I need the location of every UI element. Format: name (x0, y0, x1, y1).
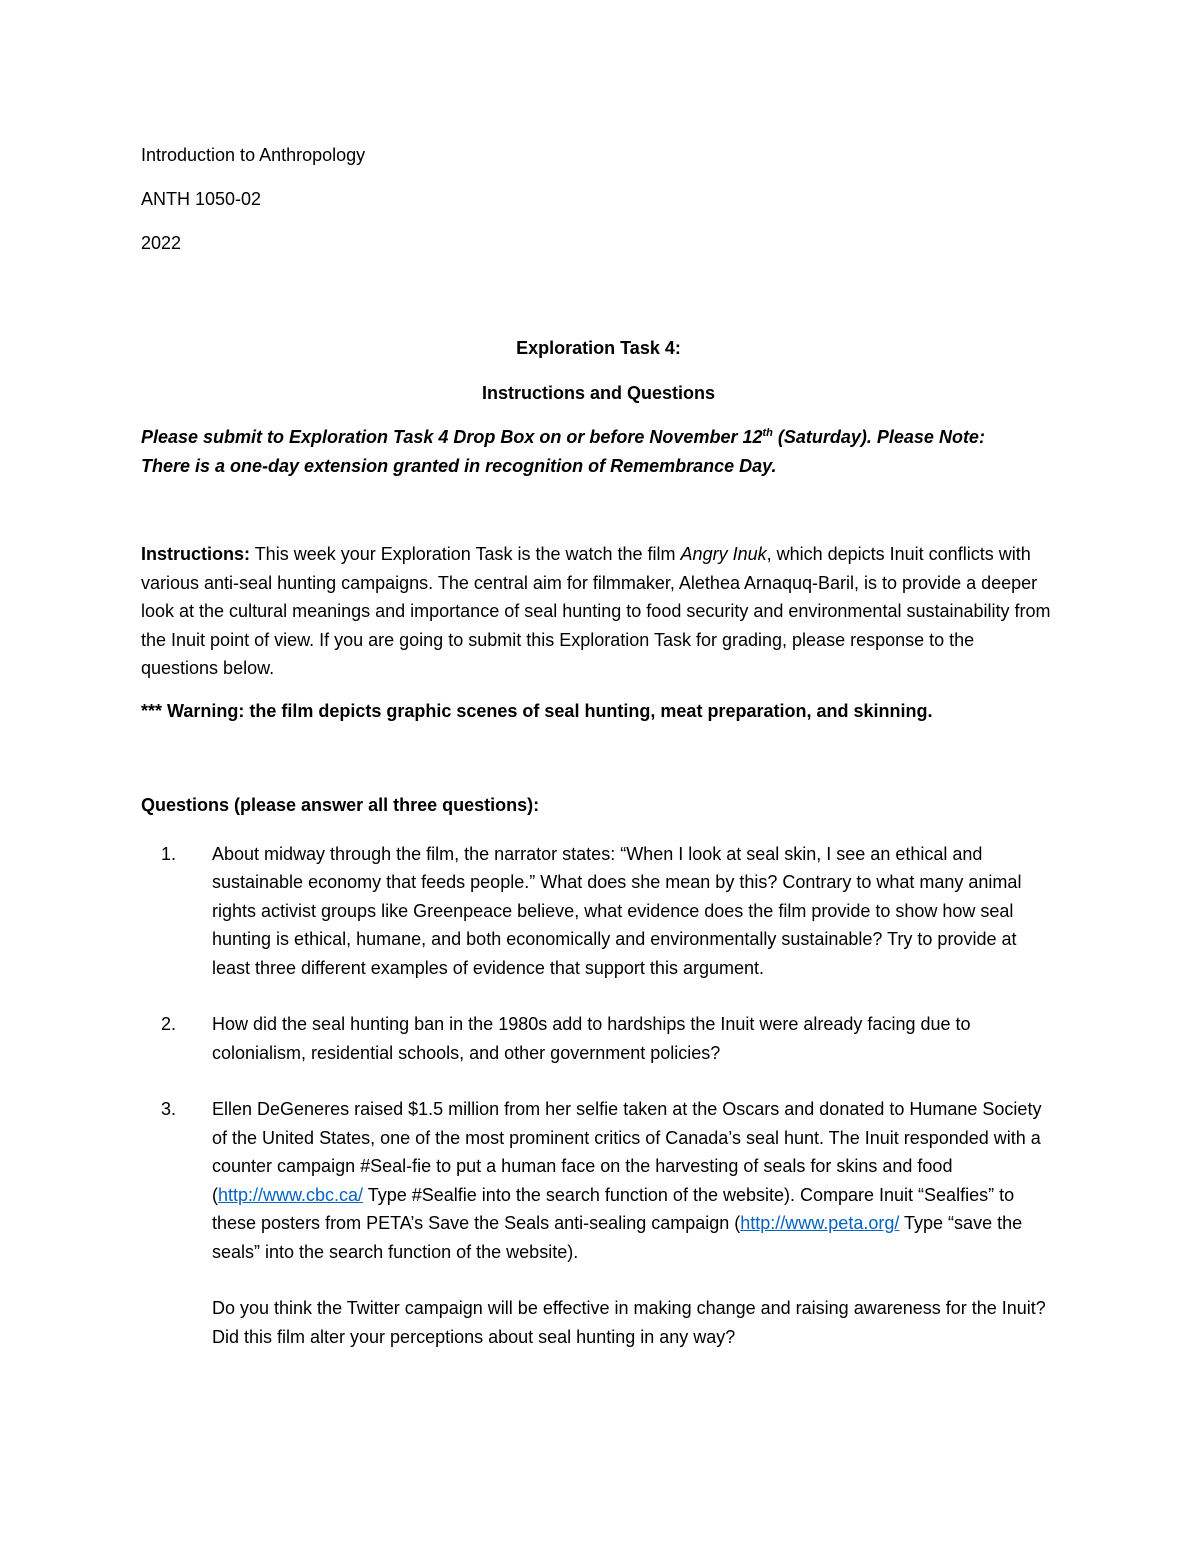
course-code: ANTH 1050-02 (141, 189, 262, 209)
question-3-text-c: Type “save the seals” into the search function of the website). (212, 1213, 1023, 1262)
task-subtitle: Instructions and Questions (481, 382, 716, 403)
question-text: About midway through the film, the narrator states: “When I look at seal skin, I see an ethical and sustainable economy that feeds people.” What does she mean by this? Contrary to what many animal rights activist groups like Greenpeace believe, what evidence does the film provide to show how seal hunting is ethical, humane, and both economically and environmentally sustainable? Try to provide at least three different examples of evidence that support this argument. (212, 843, 1022, 978)
document-page (141, 141, 1056, 1379)
due-line-1 (141, 423, 1056, 452)
cbc-link[interactable]: http://www.cbc.ca/ (218, 1184, 364, 1205)
questions-heading: Questions (please answer all three questions): (141, 795, 540, 815)
question-number: 1. (161, 843, 177, 864)
instructions-paragraph (141, 540, 1056, 683)
question-item (141, 840, 1056, 983)
task-title: Exploration Task 4: (516, 338, 681, 358)
due-superscript: th (762, 427, 773, 439)
content-warning: *** Warning: the film depicts graphic scenes of seal hunting, meat preparation, and skinning. (141, 700, 933, 721)
questions-list (141, 840, 1056, 1352)
instructions-text-2: , which depicts Inuit conflicts with various anti-seal hunting campaigns. The central aim for filmmaker, Alethea Arnaquq-Baril, is to provide a deeper look at the cultural meanings and importance of seal hunting to food security and environmental sustainability from the Inuit point of view. If you are going to submit this Exploration Task for grading, please response to the questions below. (141, 544, 1051, 678)
due-text-1: Please submit to Exploration Task 4 Drop Box on or before November 12 (141, 427, 763, 447)
instructions-label: Instructions: (141, 544, 251, 564)
due-text-2: (Saturday). Please Note: (772, 427, 985, 447)
question-3-text-b: Type #Sealfie into the search function of the website). Compare Inuit “Sealfies” to these posters from PETA’s Save the Seals anti-sealing campaign ( (212, 1184, 1015, 1233)
peta-link[interactable]: http://www.peta.org/ (740, 1213, 900, 1233)
course-year: 2022 (141, 233, 182, 253)
question-number: 3. (161, 1099, 177, 1119)
question-item (141, 1010, 1056, 1067)
question-text (212, 1095, 1056, 1266)
due-notice (141, 423, 1056, 480)
question-3-followup: Do you think the Twitter campaign will be effective in making change and raising awareness for the Inuit? Did this film alter your perceptions about seal hunting in any way? (212, 1298, 1046, 1347)
question-text: How did the seal hunting ban in the 1980s add to hardships the Inuit were already facing due to colonialism, residential schools, and other government policies? (212, 1014, 971, 1063)
question-3-text-a: Ellen DeGeneres raised $1.5 million from her selfie taken at the Oscars and donated to Humane Society of the United States, one of the most prominent critics of Canada’s seal hunt. The Inuit responded with a counter campaign #Seal-fie to put a human face on the harvesting of seals for skins and food ( (212, 1099, 1042, 1205)
course-name: Introduction to Anthropology (141, 145, 366, 165)
due-line-2: There is a one-day extension granted in recognition of Remembrance Day. (141, 455, 777, 476)
film-title: Angry Inuk (680, 544, 767, 564)
question-number: 2. (161, 1014, 177, 1034)
question-item (141, 1095, 1056, 1351)
instructions-text-1: This week your Exploration Task is the watch the film (250, 544, 681, 564)
